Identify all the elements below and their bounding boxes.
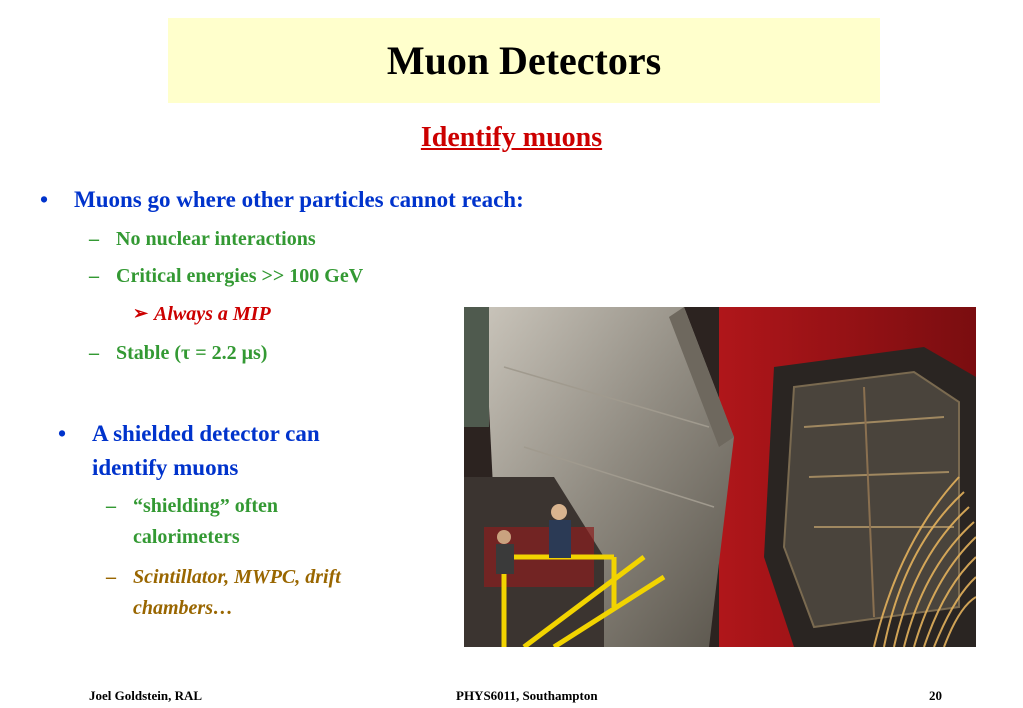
bullet-1-sub-2-arrow-item: Always a MIP: [154, 303, 271, 325]
dash-marker: –: [106, 566, 116, 588]
dash-marker: –: [89, 265, 99, 287]
bullet-2-sub-1-line-1: “shielding” often: [133, 495, 279, 517]
bullet-1-sub-3: Stable (τ = 2.2 μs): [116, 342, 268, 364]
bullet-marker: •: [58, 421, 67, 446]
title-box: [168, 18, 880, 103]
bullet-1-sub-1: No nuclear interactions: [116, 228, 316, 250]
bullet-2-sub-1-line-2: calorimeters: [133, 526, 240, 548]
muon-detector-photo: [464, 307, 976, 647]
bullet-marker: •: [40, 187, 49, 212]
dash-marker: –: [106, 495, 116, 517]
bullet-2-sub-2-line-2: chambers…: [133, 597, 233, 619]
footer-page-number: 20: [929, 688, 942, 703]
bullet-1-sub-2: Critical energies >> 100 GeV: [116, 265, 364, 287]
bullet-2-text-line-1: A shielded detector can: [92, 421, 320, 446]
slide-subtitle: Identify muons: [420, 122, 603, 153]
bullet-2-sub-2-line-1: Scintillator, MWPC, drift: [133, 566, 341, 588]
bullet-1-text: Muons go where other particles cannot reach:: [74, 187, 524, 212]
footer-author: Joel Goldstein, RAL: [89, 688, 203, 703]
arrow-icon: ➢: [133, 303, 149, 323]
slide-title: Muon Detectors: [386, 38, 662, 83]
footer-course: PHYS6011, Southampton: [456, 688, 598, 703]
bullet-2-text-line-2: identify muons: [92, 455, 239, 480]
dash-marker: –: [89, 228, 99, 250]
dash-marker: –: [89, 342, 99, 364]
